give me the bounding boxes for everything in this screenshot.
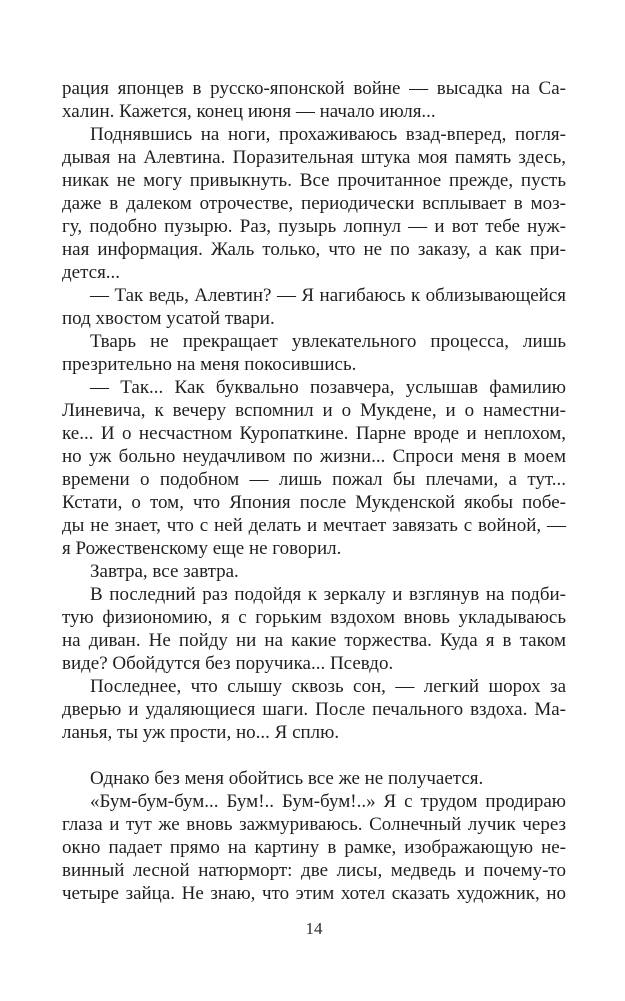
text-line: Завтра, все завтра. [90,561,239,582]
text-line: под хвостом усатой твари. [62,308,275,329]
paragraph [62,284,566,330]
text-line: глаза и тут же вновь зажмуриваюсь. Солнечный лучик через [62,814,566,835]
paragraph [62,790,566,905]
text-line: ке... И о несчастном Куропаткине. Парне вроде и неплохом, [62,423,566,444]
paragraph [62,560,566,583]
paragraph [62,767,566,790]
paragraph [62,583,566,675]
text-line: — Так ведь, Алевтин? — Я нагибаюсь к облизывающейся [90,285,566,306]
paragraph [62,77,566,123]
text-line: даже в далеком отрочестве, периодически всплывает в моз- [62,193,566,214]
paragraph [62,123,566,284]
text-line: виде? Обойдутся без поручика... Псевдо. [62,653,394,674]
page-number: 14 [305,919,323,938]
text-line: дывая на Алевтина. Поразительная штука моя память здесь, [62,147,566,168]
text-line: В последний раз подойдя к зеркалу и взглянув на подби- [90,584,566,605]
text-line: «Бум-бум-бум... Бум!.. Бум-бум!..» Я с трудом продираю [90,791,566,812]
text-line: никак не могу привыкнуть. Все прочитанное прежде, пусть [62,170,566,191]
text-line: Кстати, о том, что Япония после Мукденской якобы побе- [62,492,566,513]
text-line: окно падает прямо на картину в рамке, изображающую не- [62,837,566,858]
text-line: Линевича, к вечеру вспомнил и о Мукдене, и о наместни- [62,400,566,421]
text-line: ланья, ты уж прости, но... Я сплю. [62,722,340,743]
text-line: дверью и удаляющиеся шаги. После печального вздоха. Ма- [62,699,566,720]
paragraph [62,675,566,744]
text-line: ды не знает, что с ней делать и мечтает завязать с войной, — [62,515,566,536]
text-line: ная информация. Жаль только, что не по заказу, а как при- [62,239,566,260]
text-line: тую физиономию, я с горьким вздохом вновь укладываюсь [62,607,566,628]
text-line: — Так... Как буквально позавчера, услышав фамилию [90,377,566,398]
text-line: винный лесной натюрморт: две лисы, медведь и почему-то [62,860,566,881]
text-line: я Рожественскому еще не говорил. [62,538,342,559]
text-line: рация японцев в русско-японской войне — высадка на Са- [62,78,566,99]
page-text [62,77,566,905]
text-line: презрительно на меня покосившись. [62,354,357,375]
text-line: Однако без меня обойтись все же не получается. [90,768,484,789]
text-line: времени о подобном — лишь пожал бы плечами, а тут... [62,469,566,490]
text-line: Тварь не прекращает увлекательного процесса, лишь [90,331,566,352]
text-line: халин. Кажется, конец июня — начало июля... [62,101,436,122]
paragraph [62,376,566,560]
text-line: четыре зайца. Не знаю, что этим хотел сказать художник, но [62,883,566,904]
text-line: но уж больно неудачливом по жизни... Спроси меня в моем [62,446,566,467]
text-line: Последнее, что слышу сквозь сон, — легкий шорох за [90,676,566,697]
text-line: на диван. Не пойду ни на какие торжества. Куда я в таком [62,630,566,651]
text-line: дется... [62,262,121,283]
text-line: Поднявшись на ноги, прохаживаюсь взад-вперед, погля- [90,124,566,145]
text-line: гу, подобно пузырю. Раз, пузырь лопнул — и вот тебе нуж- [62,216,566,237]
paragraph [62,330,566,376]
